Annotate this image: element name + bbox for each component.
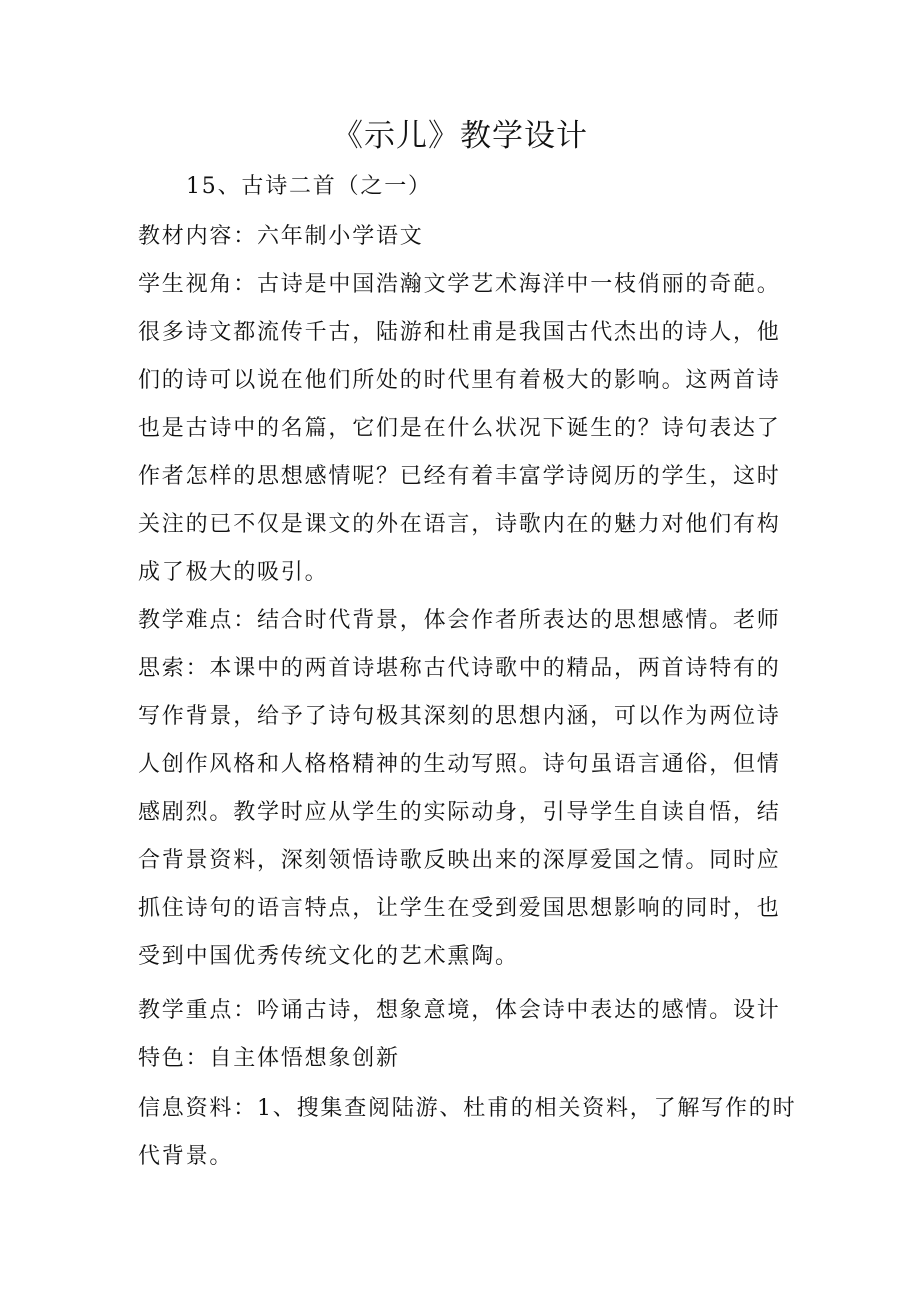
paragraph-line: 教学重点：吟诵古诗，想象意境，体会诗中表达的感情。设计 xyxy=(138,998,781,1023)
paragraph-line: 抓住诗句的语言特点，让学生在受到爱国思想影响的同时，也 xyxy=(138,896,781,921)
paragraph-line: 受到中国优秀传统文化的艺术熏陶。 xyxy=(138,944,519,969)
paragraph-line: 人创作风格和人格格精神的生动写照。诗句虽语言通俗，但情 xyxy=(138,752,781,777)
paragraph-line: 感剧烈。教学时应从学生的实际动身，引导学生自读自悟，结 xyxy=(138,800,781,825)
paragraph-line: 们的诗可以说在他们所处的时代里有着极大的影响。这两首诗 xyxy=(138,368,781,393)
lesson-subtitle: 15、古诗二首（之一） xyxy=(186,174,432,199)
paragraph-line: 关注的已不仅是课文的外在语言，诗歌内在的魅力对他们有构 xyxy=(138,512,781,537)
paragraph-line: 很多诗文都流传千古，陆游和杜甫是我国古代杰出的诗人，他 xyxy=(138,320,781,345)
paragraph-line: 也是古诗中的名篇，它们是在什么状况下诞生的？诗句表达了 xyxy=(138,416,781,441)
paragraph-line: 合背景资料，深刻领悟诗歌反映出来的深厚爱国之情。同时应 xyxy=(138,848,781,873)
paragraph-line: 思索：本课中的两首诗堪称古代诗歌中的精品，两首诗特有的 xyxy=(138,656,781,681)
paragraph-line: 信息资料：1、搜集查阅陆游、杜甫的相关资料，了解写作的时 xyxy=(138,1096,797,1121)
paragraph-line: 特色：自主体悟想象创新 xyxy=(138,1046,400,1071)
paragraph-line: 代背景。 xyxy=(138,1144,234,1169)
paragraph-line: 成了极大的吸引。 xyxy=(138,560,329,585)
paragraph-line: 教材内容：六年制小学语文 xyxy=(138,224,424,249)
paragraph-line: 写作背景，给予了诗句极其深刻的思想内涵，可以作为两位诗 xyxy=(138,704,781,729)
paragraph-line: 作者怎样的思想感情呢？已经有着丰富学诗阅历的学生，这时 xyxy=(138,464,781,489)
paragraph-line: 教学难点：结合时代背景，体会作者所表达的思想感情。老师 xyxy=(138,608,781,633)
paragraph-line: 学生视角：古诗是中国浩瀚文学艺术海洋中一枝俏丽的奇葩。 xyxy=(138,272,781,297)
document-title: 《示儿》教学设计 xyxy=(332,118,588,154)
